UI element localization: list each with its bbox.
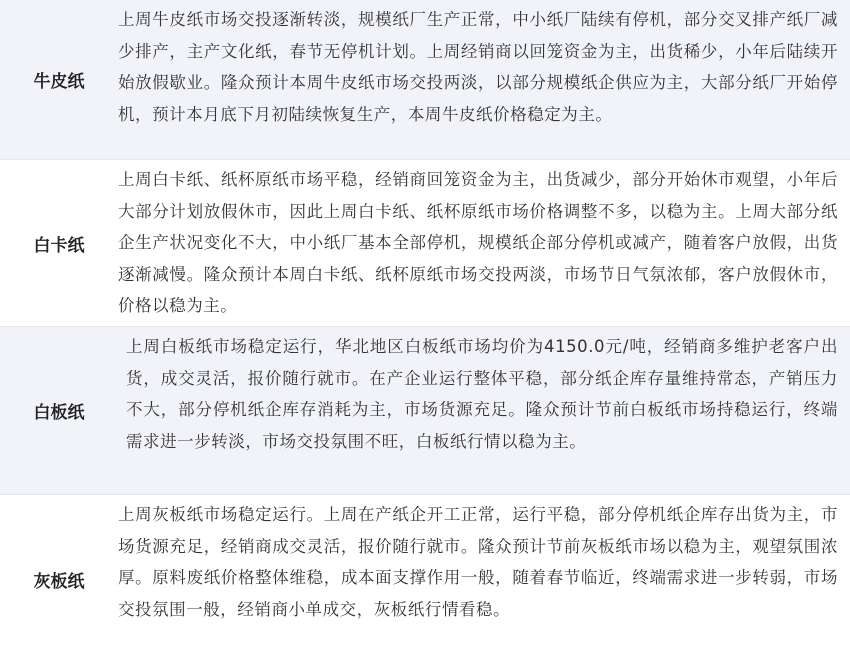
row-label-kraft-paper: 牛皮纸 — [33, 72, 85, 92]
table-row-white-board-paper — [0, 326, 850, 494]
row-text-kraft-paper: 上周牛皮纸市场交投逐渐转淡，规模纸厂生产正常，中小纸厂陆续有停机，部分交叉排产纸厂减少排产，主产文化纸，春节无停机计划。上周经销商以回笼资金为主，出货稀少，小年后陆续开始放假歇业。隆众预计本周牛皮纸市场交投两淡，以部分规模纸企供应为主，大部分纸厂开始停机，预计本月底下月初陆续恢复生产，本周牛皮纸价格稳定为主。 — [118, 10, 838, 124]
table-row-kraft-paper — [0, 0, 850, 159]
table-row-white-card-paper — [0, 159, 850, 326]
row-text-white-board-paper: 上周白板纸市场稳定运行，华北地区白板纸市场均价为4150.0元/吨，经销商多维护老客户出货，成交灵活，报价随行就市。在产企业运行整体平稳，部分纸企库存量维持常态，产销压力不大，部分停机纸企库存消耗为主，市场货源充足。隆众预计节前白板纸市场持稳运行，终端需求进一步转淡，市场交投氛围不旺，白板纸行情以稳为主。 — [126, 337, 838, 451]
row-text-white-card-paper: 上周白卡纸、纸杯原纸市场平稳，经销商回笼资金为主，出货减少，部分开始休市观望，小年后大部分计划放假休市，因此上周白卡纸、纸杯原纸市场价格调整不多，以稳为主。上周大部分纸企生产状况变化不大，中小纸厂基本全部停机，规模纸企部分停机或减产，随着客户放假，出货逐渐减慢。隆众预计本周白卡纸、纸杯原纸市场交投两淡，市场节日气氛浓郁，客户放假休市，价格以稳为主。 — [118, 170, 838, 315]
row-text-grey-board-paper: 上周灰板纸市场稳定运行。上周在产纸企开工正常，运行平稳，部分停机纸企库存出货为主，市场货源充足，经销商成交灵活，报价随行就市。隆众预计节前灰板纸市场以稳为主，观望氛围浓厚。原料废纸价格整体维稳，成本面支撑作用一般，随着春节临近，终端需求进一步转弱，市场交投氛围一般，经销商小单成交，灰板纸行情看稳。 — [118, 505, 838, 619]
row-label-white-card-paper: 白卡纸 — [33, 235, 85, 256]
row-label-white-board-paper: 白板纸 — [33, 403, 85, 423]
table-row-grey-board-paper — [0, 494, 850, 664]
row-label-grey-board-paper: 灰板纸 — [33, 572, 85, 592]
